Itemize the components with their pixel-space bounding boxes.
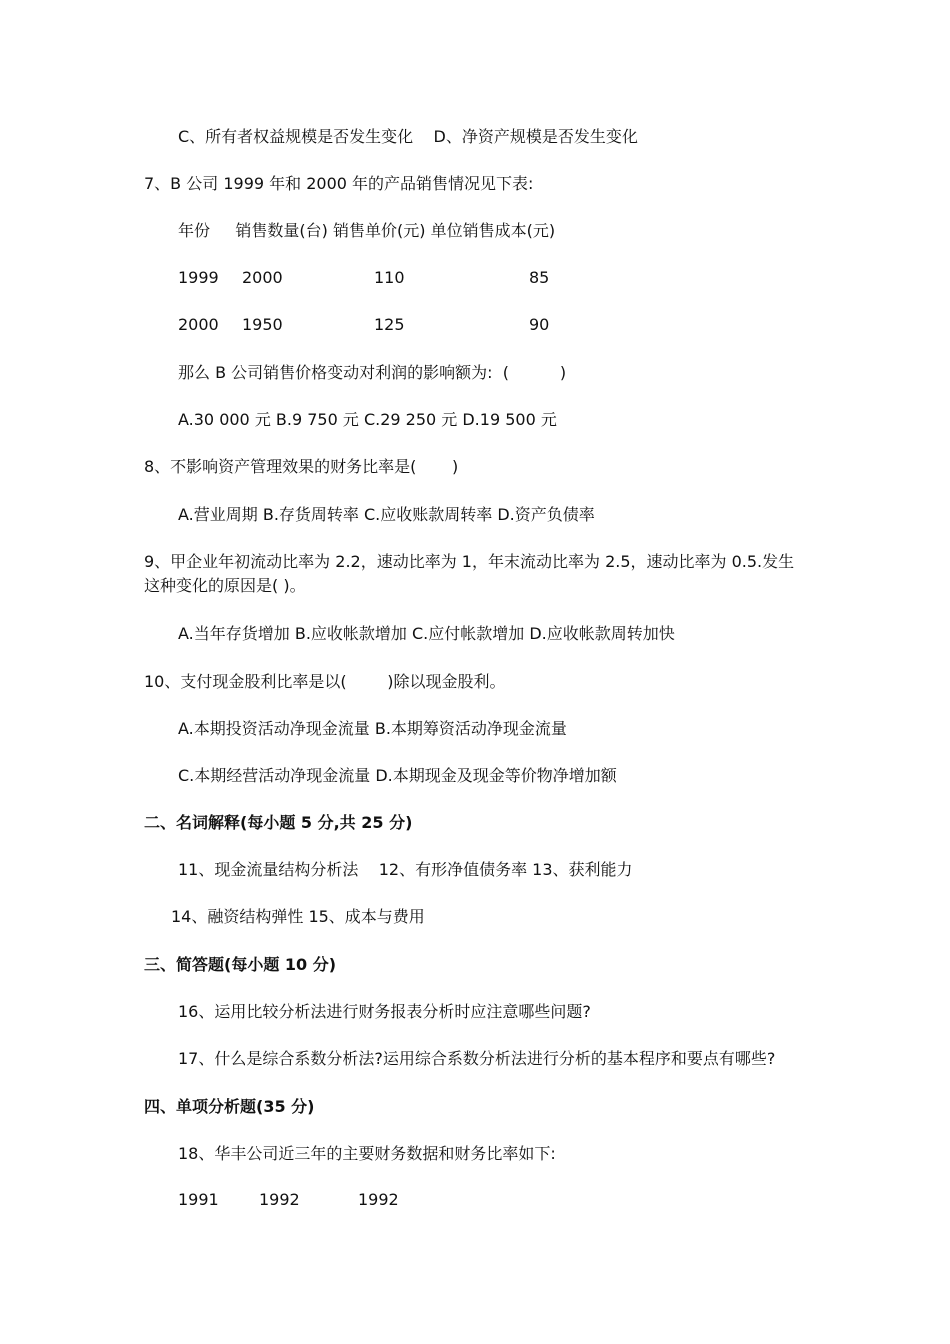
q18-text: 18、华丰公司近三年的主要财务数据和财务比率如下: — [178, 1144, 556, 1163]
section2-line1: 11、现金流量结构分析法 12、有形净值债务率 13、获利能力 — [178, 860, 633, 879]
q7-row1-qty: 2000 — [242, 268, 283, 287]
q7-stem: 7、B 公司 1999 年和 2000 年的产品销售情况见下表: — [144, 174, 534, 193]
section4-title: 四、单项分析题(35 分) — [144, 1097, 315, 1116]
q7-question: 那么 B 公司销售价格变动对利润的影响额为: ( ) — [178, 363, 567, 382]
q7-row2-year: 2000 — [178, 315, 219, 334]
q10-options-ab: A.本期投资活动净现金流量 B.本期筹资活动净现金流量 — [178, 719, 567, 738]
q7-options: A.30 000 元 B.9 750 元 C.29 250 元 D.19 500 元 — [178, 410, 557, 429]
section3-title: 三、简答题(每小题 10 分) — [144, 955, 337, 974]
q8-options: A.营业周期 B.存货周转率 C.应收账款周转率 D.资产负债率 — [178, 505, 595, 524]
q7-row2-cost: 90 — [529, 315, 550, 334]
q7-table-header: 年份 销售数量(台) 销售单价(元) 单位销售成本(元) — [178, 221, 556, 240]
section2-line2: 14、融资结构弹性 15、成本与费用 — [171, 907, 425, 926]
q7-row1-cost: 85 — [529, 268, 550, 287]
q7-row1-year: 1999 — [178, 268, 219, 287]
q9-options: A.当年存货增加 B.应收帐款增加 C.应付帐款增加 D.应收帐款周转加快 — [178, 624, 675, 643]
q7-row1-price: 110 — [374, 268, 405, 287]
year-2: 1992 — [259, 1190, 300, 1209]
q10-options-cd: C.本期经营活动净现金流量 D.本期现金及现金等价物净增加额 — [178, 766, 617, 785]
q7-row2-qty: 1950 — [242, 315, 283, 334]
year-3: 1992 — [358, 1190, 399, 1209]
q6-options-cd: C、所有者权益规模是否发生变化 D、净资产规模是否发生变化 — [178, 127, 638, 146]
q9-stem: 9、甲企业年初流动比率为 2.2，速动比率为 1，年末流动比率为 2.5，速动比率为 0.5.发生这种变化的原因是( )。 — [144, 552, 795, 595]
q16-text: 16、运用比较分析法进行财务报表分析时应注意哪些问题? — [178, 1002, 591, 1021]
section2-title: 二、名词解释(每小题 5 分,共 25 分) — [144, 813, 413, 832]
year-1: 1991 — [178, 1190, 219, 1209]
q17-text: 17、什么是综合系数分析法?运用综合系数分析法进行分析的基本程序和要点有哪些? — [178, 1049, 776, 1068]
q7-row2-price: 125 — [374, 315, 405, 334]
q8-stem: 8、不影响资产管理效果的财务比率是( ) — [144, 457, 459, 476]
q10-stem: 10、支付现金股利比率是以( )除以现金股利。 — [144, 672, 506, 691]
